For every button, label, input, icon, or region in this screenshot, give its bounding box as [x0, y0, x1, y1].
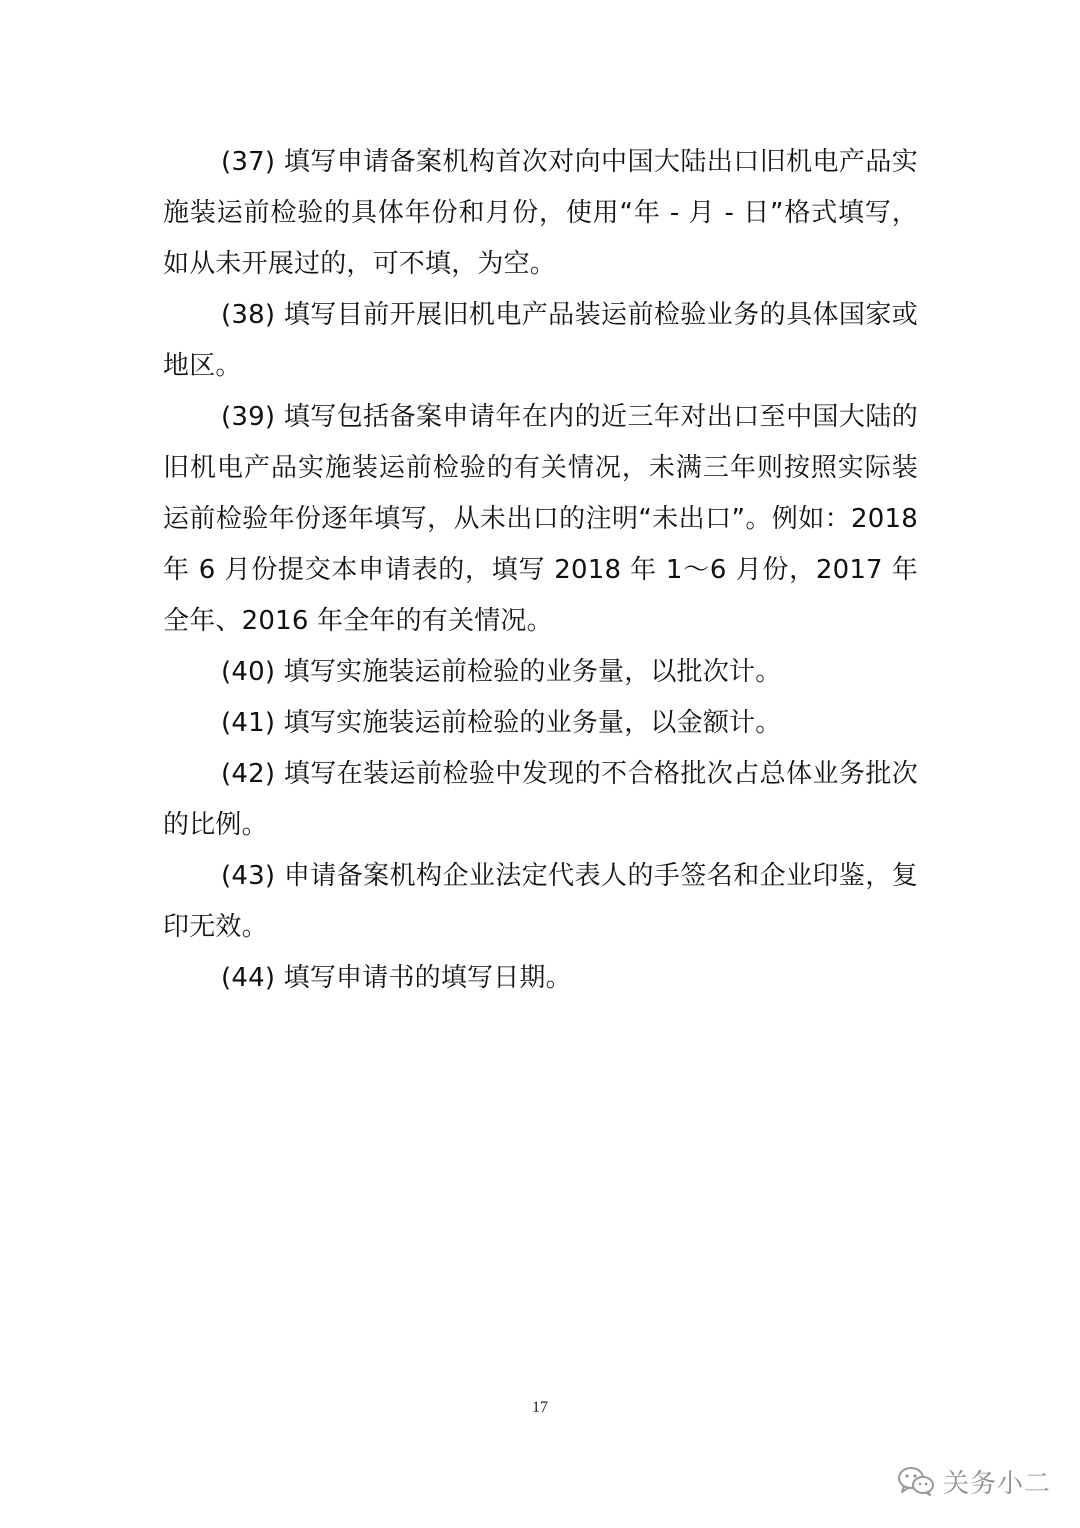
paragraph-41: (41) 填写实施装运前检验的业务量，以金额计。 [221, 708, 782, 738]
document-body [163, 137, 918, 1004]
paragraph-38: (38) 填写目前开展旧机电产品装运前检验业务的具体国家或地区。 [163, 300, 918, 381]
page-number: 17 [532, 1399, 548, 1416]
paragraph-42: (42) 填写在装运前检验中发现的不合格批次占总体业务批次的比例。 [163, 759, 918, 840]
paragraph-43: (43) 申请备案机构企业法定代表人的手签名和企业印鉴，复印无效。 [163, 861, 918, 942]
paragraph-39: (39) 填写包括备案申请年在内的近三年对出口至中国大陆的旧机电产品实施装运前检验的有关情况，未满三年则按照实际装运前检验年份逐年填写，从未出口的注明“未出口”。例如：2018 年 6 月份提交本申请表的，填写 2018 年 1～6 月份，2017 年全年、2016 年全年的有关情况。 [163, 402, 918, 636]
watermark-text: 关务小二 [943, 1468, 1052, 1499]
paragraph-40: (40) 填写实施装运前检验的业务量，以批次计。 [221, 657, 782, 687]
watermark [897, 1456, 1051, 1506]
paragraph-37: (37) 填写申请备案机构首次对向中国大陆出口旧机电产品实施装运前检验的具体年份和月份，使用“年 - 月 - 日”格式填写，如从未开展过的，可不填，为空。 [163, 147, 918, 279]
paragraph-44: (44) 填写申请书的填写日期。 [221, 963, 572, 993]
wechat-icon [897, 1465, 935, 1497]
